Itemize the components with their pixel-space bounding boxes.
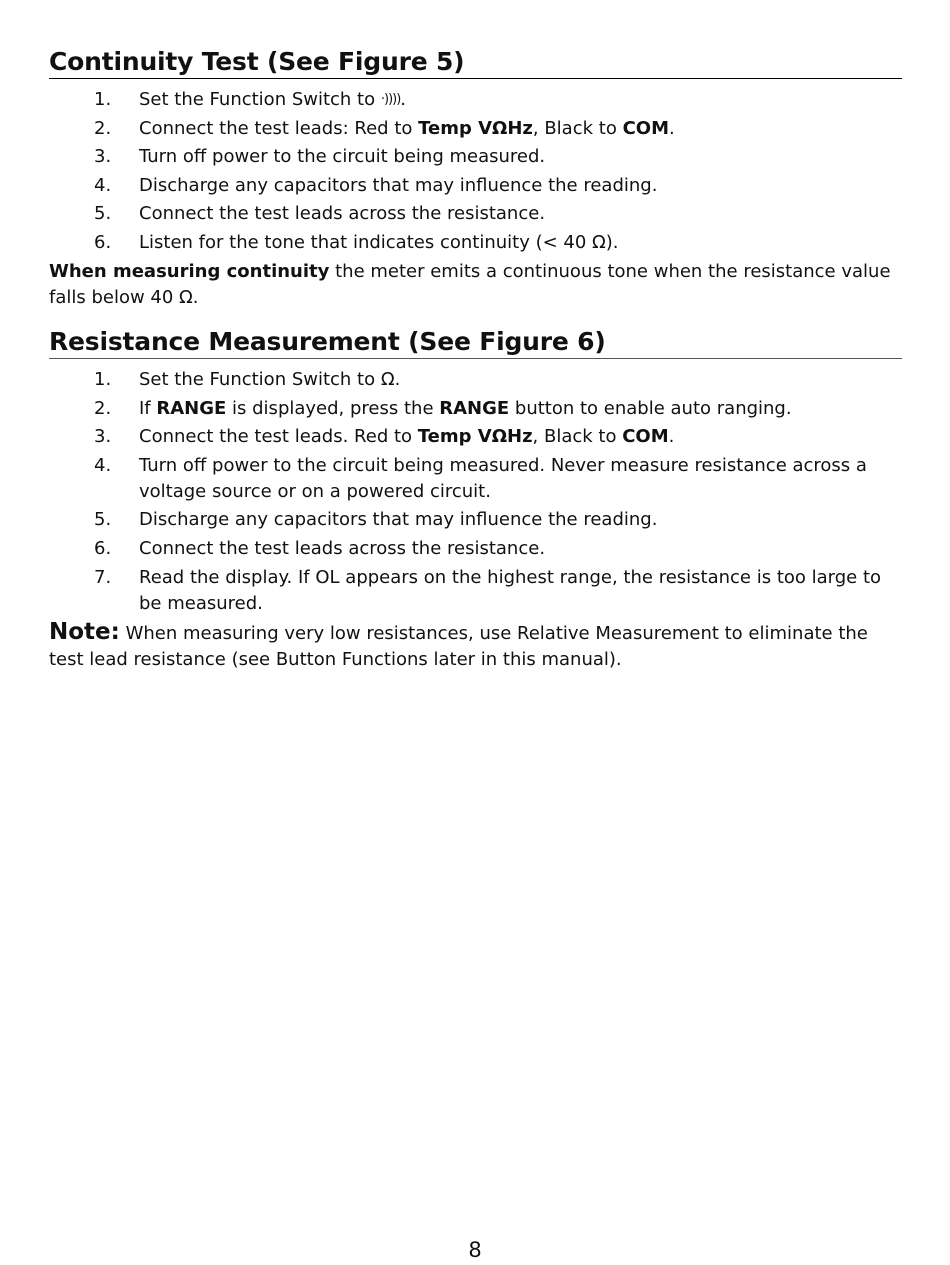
- step-number: 3.: [94, 426, 112, 448]
- step-number: 1.: [94, 89, 112, 110]
- list-item: [49, 507, 902, 533]
- step-text: button to enable auto ranging.: [509, 397, 792, 419]
- continuity-heading: Continuity Test (See Figure 5): [49, 46, 902, 79]
- step-text: Read the display. If OL appears on the highest range, the resistance is too large to be measured.: [139, 566, 882, 614]
- list-item: [49, 144, 902, 170]
- resistance-note: [49, 619, 902, 673]
- list-item: [49, 201, 902, 227]
- step-number: 5.: [94, 203, 112, 225]
- step-number: 4.: [94, 454, 112, 476]
- step-text: , Black to: [532, 426, 623, 448]
- step-text: .: [669, 117, 675, 139]
- step-number: 6.: [94, 231, 112, 253]
- step-text: Turn off power to the circuit being measured. Never measure resistance across a voltage source or on a powered circuit.: [139, 454, 867, 502]
- step-number: 6.: [94, 537, 112, 559]
- step-text: Listen for the tone that indicates continuity (< 40 Ω).: [139, 231, 619, 253]
- step-number: 1.: [94, 369, 112, 390]
- note-text: the meter emits a continuous tone when the resistance value falls below 40 Ω.: [49, 260, 891, 308]
- resistance-section: [49, 326, 902, 673]
- continuity-note: [49, 259, 902, 311]
- step-text: Connect the test leads across the resistance.: [139, 203, 546, 225]
- step-number: 5.: [94, 509, 112, 531]
- note-label: Note:: [49, 619, 120, 646]
- list-item: [49, 396, 902, 422]
- list-item: [49, 87, 902, 113]
- step-text: .: [668, 426, 675, 448]
- step-number: 3.: [94, 146, 112, 168]
- range-label: RANGE: [439, 397, 510, 419]
- list-item: [49, 565, 902, 617]
- list-item: [49, 536, 902, 562]
- step-text: Set the Function Switch to: [139, 89, 381, 110]
- step-text: Discharge any capacitors that may influence the reading.: [139, 509, 658, 531]
- continuity-beep-icon: ·)))): [380, 92, 401, 107]
- step-number: 7.: [94, 566, 112, 588]
- step-text: Connect the test leads. Red to: [139, 426, 418, 448]
- list-item: [49, 173, 902, 199]
- terminal-label: Temp VΩHz: [418, 117, 533, 139]
- step-number: 4.: [94, 174, 112, 196]
- step-text: is displayed, press the: [226, 397, 440, 419]
- resistance-steps: [49, 367, 902, 617]
- step-text: Connect the test leads across the resistance.: [139, 537, 546, 559]
- step-text: Connect the test leads: Red to: [139, 117, 419, 139]
- step-text: Set the Function Switch to Ω.: [139, 369, 401, 390]
- continuity-steps: [49, 87, 902, 256]
- continuity-section: [49, 46, 902, 311]
- range-label: RANGE: [156, 397, 227, 419]
- list-item: [49, 424, 902, 450]
- step-text: If: [139, 397, 157, 419]
- step-text: Discharge any capacitors that may influence the reading.: [139, 174, 658, 196]
- step-text: Turn off power to the circuit being measured.: [139, 146, 546, 168]
- list-item: [49, 367, 902, 393]
- note-bold: When measuring continuity: [49, 260, 330, 282]
- terminal-label: COM: [622, 117, 669, 139]
- terminal-label: Temp VΩHz: [417, 426, 533, 448]
- list-item: [49, 230, 902, 256]
- terminal-label: COM: [622, 426, 669, 448]
- note-text: When measuring very low resistances, use Relative Measurement to eliminate the test lead resistance (see Button Functions later in this manual).: [49, 623, 868, 671]
- list-item: [49, 453, 902, 505]
- step-number: 2.: [94, 117, 112, 139]
- step-number: 2.: [94, 397, 112, 419]
- step-text: , Black to: [532, 117, 623, 139]
- page-number: 8: [468, 1238, 482, 1262]
- step-text-end: .: [400, 89, 407, 110]
- resistance-heading: Resistance Measurement (See Figure 6): [49, 326, 902, 359]
- list-item: [49, 116, 902, 142]
